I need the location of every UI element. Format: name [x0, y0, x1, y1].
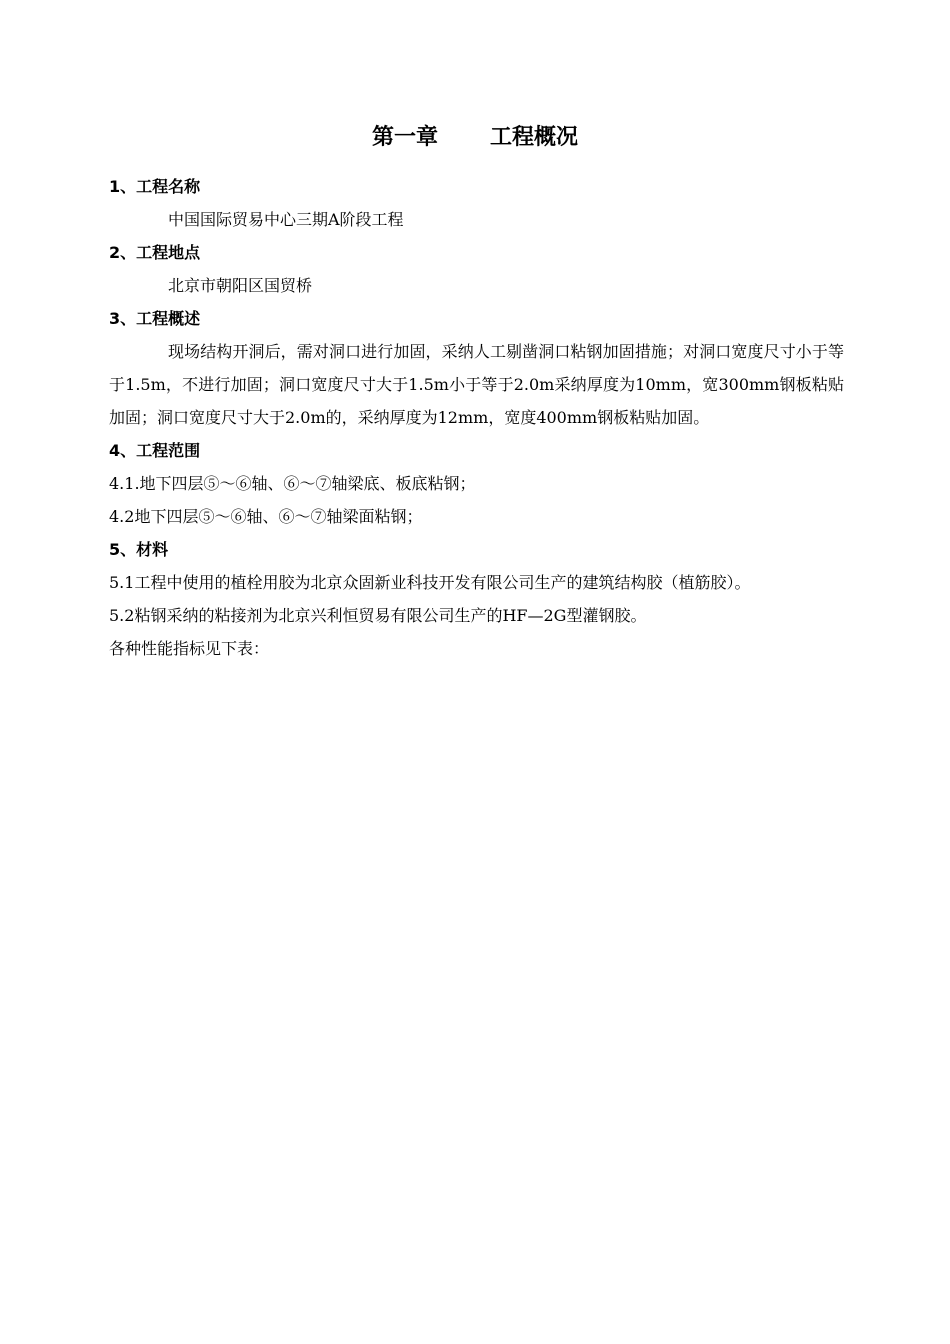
chapter-name: 工程概况	[490, 125, 579, 150]
project-overview-text: 现场结构开洞后，需对洞口进行加固，采纳人工剔凿洞口粘钢加固措施；对洞口宽度尺寸小于等于1.5m，不进行加固；洞口宽度尺寸大于1.5m小于等于2.0m采纳厚度为10mm，宽300mm钢板粘贴加固；洞口宽度尺寸大于2.0m的，采纳厚度为12mm，宽度400mm钢板粘贴加固。	[109, 342, 844, 427]
materials-item-5-2: 5.2粘钢采纳的粘接剂为北京兴利恒贸易有限公司生产的HF—2G型灌钢胶。	[109, 606, 647, 625]
section-heading-materials: 5、材料	[109, 540, 169, 559]
section-heading-project-overview: 3、工程概述	[109, 309, 201, 328]
scope-item-4-1: 4.1.地下四层⑤～⑥轴、⑥～⑦轴梁底、板底粘钢；	[109, 474, 476, 493]
section-heading-project-scope: 4、工程范围	[109, 441, 201, 460]
scope-item-4-2: 4.2地下四层⑤～⑥轴、⑥～⑦轴梁面粘钢；	[109, 507, 423, 526]
section-heading-project-location: 2、工程地点	[109, 243, 201, 262]
project-location-text: 北京市朝阳区国贸桥	[168, 276, 313, 295]
section-heading-project-name: 1、工程名称	[109, 177, 201, 196]
chapter-title	[0, 122, 950, 154]
project-name-text: 中国国际贸易中心三期A阶段工程	[168, 210, 404, 229]
materials-table-note: 各种性能指标见下表：	[109, 639, 270, 658]
chapter-number: 第一章	[371, 125, 438, 150]
document-body	[109, 170, 844, 665]
materials-item-5-1: 5.1工程中使用的植栓用胶为北京众固新业科技开发有限公司生产的建筑结构胶（植筋胶）。	[109, 573, 751, 592]
